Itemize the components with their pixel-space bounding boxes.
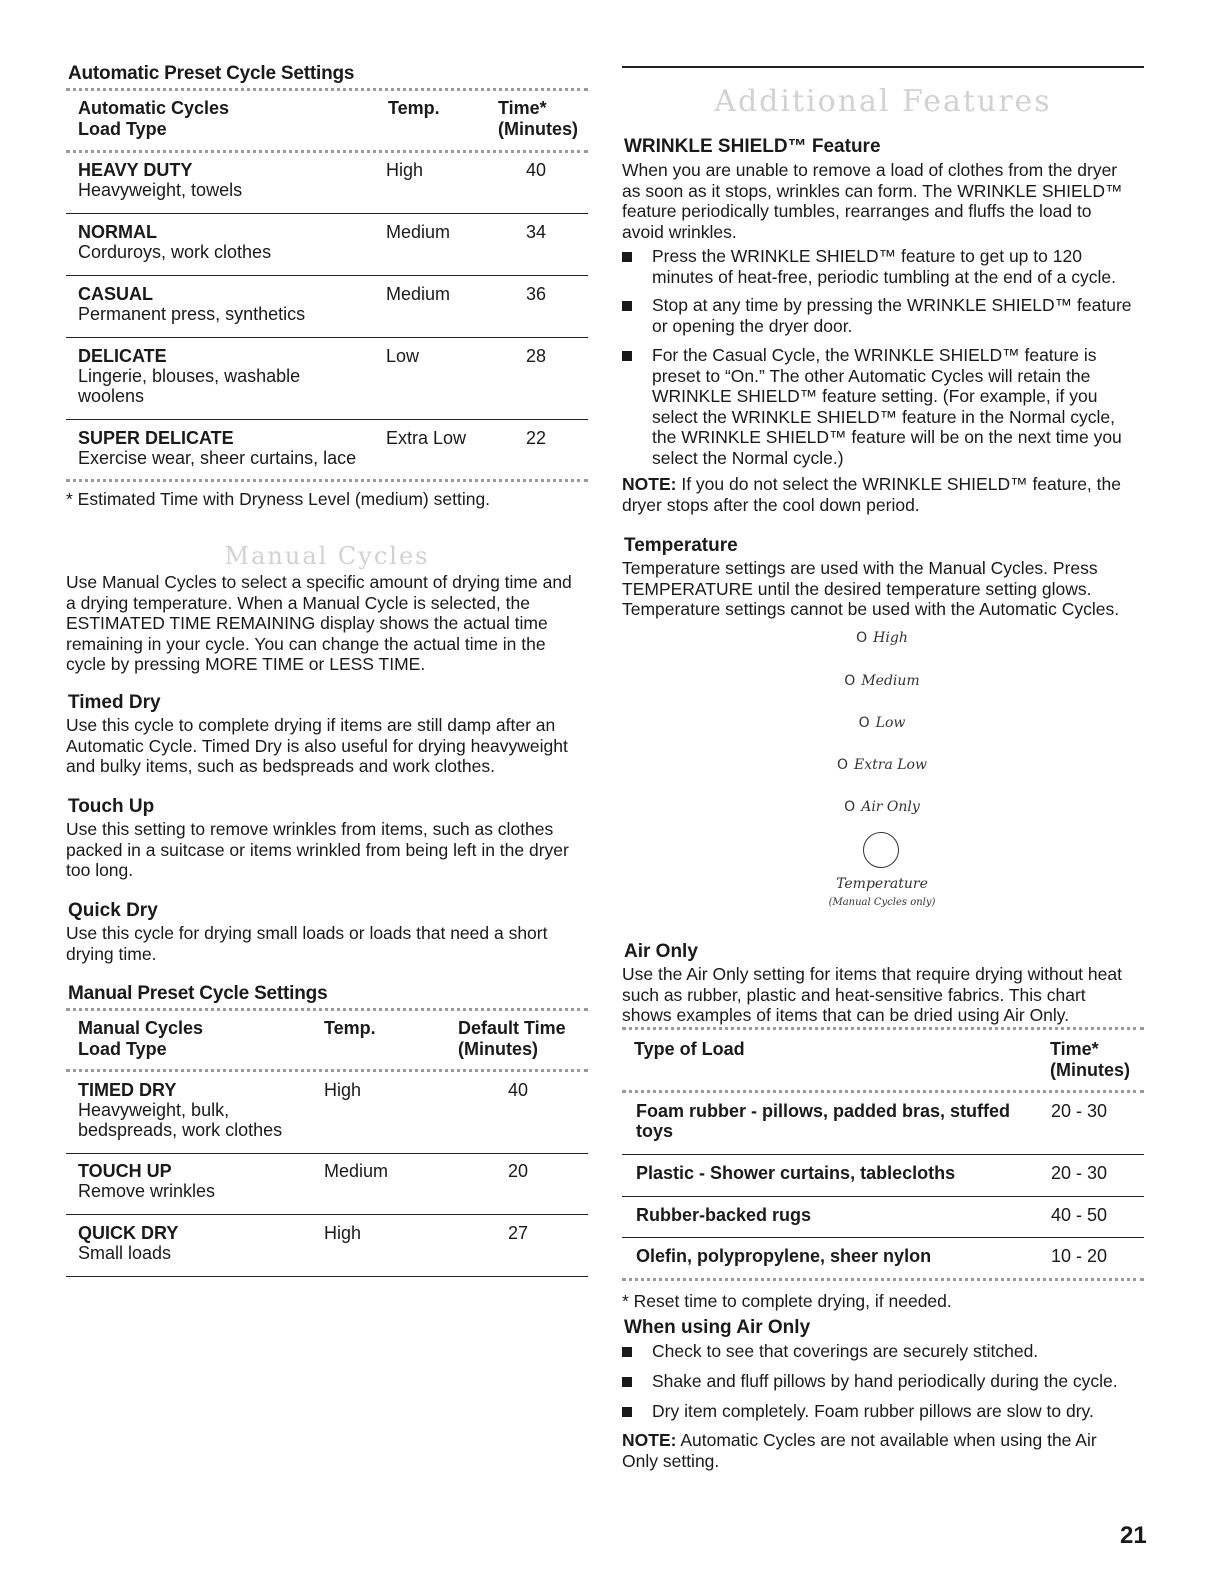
cycle-desc: Small loads [78,1243,172,1263]
cycle-name: TOUCH UP [78,1161,172,1181]
text-line: or opening the dryer door. [652,315,853,336]
cycle-temp: Low [386,346,420,366]
text-line: ESTIMATED TIME REMAINING display shows the actual time [66,613,548,633]
cycle-desc: Permanent press, synthetics [78,304,306,324]
col-header-cycle: Manual Cycles [78,1018,204,1038]
table-row [636,1246,1144,1266]
text-line: WRINKLE SHIELD™ feature setting. (For example, if you [652,386,1098,406]
text-line: dryer stops after the cool down period. [622,494,920,515]
text-line: preset to “On.” The other Automatic Cycles will retain the [652,365,1091,386]
indicator-light-icon: O [858,715,870,731]
load-time: 20 - 30 [1051,1101,1108,1121]
indicator-light-icon: O [844,799,856,815]
divider [66,1276,588,1277]
table-row [78,160,588,200]
text-line: remaining in your cycle. You can change the actual time in the [66,633,546,654]
cycle-time: 36 [526,284,547,304]
cycle-time: 22 [526,428,547,448]
table-row [78,1161,588,1201]
divider [622,1154,1144,1155]
divider [66,1153,588,1154]
list-item [622,1401,1144,1422]
text-line: Dry item completely. Foam rubber pillows are slow to dry. [652,1401,1094,1421]
temp-option-label: Air Only [861,799,920,815]
bullet-icon [622,1377,632,1387]
table-row [636,1205,1144,1225]
cycle-time: 27 [508,1223,529,1243]
bullet-icon [622,1407,632,1417]
cycle-desc: woolens [78,386,145,406]
load-type: toys [636,1121,674,1141]
timed-dry-title: Timed Dry [68,692,161,713]
bullet-icon [622,252,632,262]
divider [66,419,588,420]
cycle-name: NORMAL [78,222,157,242]
load-time: 40 - 50 [1051,1205,1108,1225]
cycle-temp: High [386,160,424,180]
text-line: Automatic Cycle. Timed Dry is also useful for drying heavyweight [66,735,568,756]
text-line: as soon as it stops, wrinkles can form. The WRINKLE SHIELD™ [622,180,1123,201]
list-item [622,1341,1144,1362]
text-line: the WRINKLE SHIELD™ feature will be on the next time you [652,427,1122,447]
temp-option-label: Low [875,715,906,731]
text-line: shows examples of items that can be dried using Air Only. [622,1005,1070,1025]
text-line: and bulky items, such as bedspreads and work clothes. [66,756,495,776]
divider [66,1069,588,1072]
temp-option-low [822,715,942,731]
divider [622,66,1144,68]
cycle-name: CASUAL [78,284,153,304]
manual-table-header [78,1018,588,1060]
text-line: Temperature settings cannot be used with the Automatic Cycles. [622,599,1120,619]
timed-dry-text [66,715,588,777]
load-time: 20 - 30 [1051,1163,1108,1183]
text-line: drying time. [66,943,157,964]
table-row [78,222,588,262]
when-using-title: When using Air Only [624,1317,811,1338]
divider [622,1027,1144,1030]
air-only-footnote: * Reset time to complete drying, if needed. [622,1291,952,1311]
touch-up-text [66,819,588,881]
text-line: If you do not select the WRINKLE SHIELD™ feature, the [681,474,1121,494]
knob-sublabel: (Manual Cycles only) [828,897,936,908]
temp-option-label: High [873,630,908,646]
indicator-light-icon: O [837,757,849,773]
cycle-name: SUPER DELICATE [78,428,234,448]
text-line: packed in a suitcase or items wrinkled from being left in the dryer [66,839,569,860]
temperature-text [622,558,1144,620]
bullet-icon [622,301,632,311]
divider [66,275,588,276]
divider [622,1196,1144,1197]
col-header-temp: Temp. [324,1018,376,1038]
load-type: Olefin, polypropylene, sheer nylon [636,1246,932,1266]
col-header-time: Time* [498,98,547,118]
text-line: select the WRINKLE SHIELD™ feature in the Normal cycle, [652,406,1115,427]
table-row [78,1080,588,1140]
text-line: such as rubber, plastic and heat-sensitive fabrics. This chart [622,984,1086,1005]
divider [66,213,588,214]
text-line: Only setting. [622,1450,720,1471]
manual-intro [66,572,588,675]
table-row [636,1163,1144,1183]
cycle-desc: Lingerie, blouses, washable [78,366,301,386]
divider [66,88,588,91]
wrinkle-shield-title: WRINKLE SHIELD™ Feature [624,136,881,157]
cycle-temp: High [324,1080,362,1100]
air-only-title: Air Only [624,941,698,962]
temperature-title: Temperature [624,535,738,556]
col-header-time: Time* [1050,1039,1099,1059]
text-line: feature periodically tumbles, rearranges and fluffs the load to [622,201,1092,221]
divider [66,1214,588,1215]
text-line: Temperature settings are used with the Manual Cycles. Press [622,558,1098,578]
col-header-load: Load Type [78,119,167,139]
load-time: 10 - 20 [1051,1246,1108,1266]
cycle-temp: Medium [324,1161,389,1181]
page-number: 21 [1120,1522,1147,1549]
air-only-table-header [634,1039,1144,1081]
cycle-desc: Exercise wear, sheer curtains, lace [78,448,357,468]
text-line: Use this setting to remove wrinkles from items, such as clothes [66,819,554,839]
temp-option-label: Extra Low [854,757,927,773]
bullet-icon [622,1347,632,1357]
divider [66,150,588,153]
text-line: too long. [66,860,134,880]
auto-table-title: Automatic Preset Cycle Settings [68,63,355,84]
text-line: select the Normal cycle.) [652,447,844,468]
temp-option-high [822,630,942,646]
col-header-time-unit: (Minutes) [1050,1060,1130,1080]
manual-cycles-heading: Manual Cycles [224,542,430,570]
text-line: a drying temperature. When a Manual Cycle is selected, the [66,592,530,613]
col-header-load: Load Type [78,1039,167,1059]
text-line: For the Casual Cycle, the WRINKLE SHIELD™ feature is [652,345,1097,365]
cycle-desc: Heavyweight, towels [78,180,243,200]
auto-table-footnote: * Estimated Time with Dryness Level (medium) setting. [66,489,491,509]
text-line: Automatic Cycles are not available when using the Air [680,1430,1097,1450]
col-header-temp: Temp. [388,98,440,118]
temp-option-air-only [822,799,942,815]
divider [66,479,588,482]
list-item [622,345,1144,468]
cycle-time: 20 [508,1161,529,1181]
cycle-time: 40 [526,160,547,180]
text-line: cycle by pressing MORE TIME or LESS TIME. [66,654,426,674]
text-line: TEMPERATURE until the desired temperature setting glows. [622,578,1092,599]
indicator-light-icon: O [856,630,868,646]
temp-option-medium [822,673,942,689]
text-line: Use this cycle for drying small loads or loads that need a short [66,923,548,943]
manual-table-title: Manual Preset Cycle Settings [68,983,328,1004]
text-line: Press the WRINKLE SHIELD™ feature to get up to 120 [652,246,1082,266]
air-only-text [622,964,1144,1026]
temperature-knob-icon [851,832,911,868]
cycle-desc: Heavyweight, bulk, [78,1100,230,1120]
cycle-temp: High [324,1223,362,1243]
text-line: Use Manual Cycles to select a specific amount of drying time and [66,572,572,592]
text-line: minutes of heat-free, periodic tumbling at the end of a cycle. [652,266,1117,287]
divider [66,1008,588,1011]
table-row [78,1223,588,1263]
text-line: Shake and fluff pillows by hand periodically during the cycle. [652,1371,1118,1391]
table-row [78,428,588,468]
text-line: Check to see that coverings are securely stitched. [652,1341,1039,1361]
text-line: Use this cycle to complete drying if items are still damp after an [66,715,556,735]
note-label: NOTE: [622,474,677,494]
cycle-temp: Extra Low [386,428,467,448]
text-line: When you are unable to remove a load of clothes from the dryer [622,160,1118,180]
cycle-temp: Medium [386,222,451,242]
cycle-desc: Remove wrinkles [78,1181,216,1201]
cycle-time: 34 [526,222,547,242]
knob-label: Temperature [836,876,928,892]
col-header-load: Type of Load [634,1039,745,1059]
divider [66,337,588,338]
cycle-time: 40 [508,1080,529,1100]
quick-dry-title: Quick Dry [68,900,158,921]
cycle-desc: bedspreads, work clothes [78,1120,283,1140]
wrinkle-shield-text [622,160,1144,242]
load-type: Plastic - Shower curtains, tablecloths [636,1163,956,1183]
text-line: avoid wrinkles. [622,221,737,242]
quick-dry-text [66,923,588,964]
cycle-desc: Corduroys, work clothes [78,242,272,262]
table-row [78,346,588,406]
cycle-name: QUICK DRY [78,1223,179,1243]
col-header-time-unit: (Minutes) [458,1039,538,1059]
table-row [636,1101,1144,1141]
touch-up-title: Touch Up [68,796,155,817]
note-label: NOTE: [622,1430,677,1450]
list-item [622,295,1144,336]
temp-option-label: Medium [861,673,920,689]
load-type: Foam rubber - pillows, padded bras, stuffed [636,1101,1011,1121]
col-header-time: Default Time [458,1018,566,1038]
cycle-name: TIMED DRY [78,1080,177,1100]
col-header-time-unit: (Minutes) [498,119,578,139]
auto-table-header [78,98,588,140]
table-row [78,284,588,324]
divider [622,1278,1144,1281]
text-line: Stop at any time by pressing the WRINKLE SHIELD™ feature [652,295,1132,315]
cycle-name: HEAVY DUTY [78,160,193,180]
divider [622,1090,1144,1093]
col-header-cycle: Automatic Cycles [78,98,230,118]
cycle-temp: Medium [386,284,451,304]
list-item [622,246,1144,287]
indicator-light-icon: O [844,673,856,689]
cycle-name: DELICATE [78,346,167,366]
bullet-icon [622,351,632,361]
load-type: Rubber-backed rugs [636,1205,812,1225]
cycle-time: 28 [526,346,547,366]
divider [622,1237,1144,1238]
list-item [622,1371,1144,1392]
wrinkle-note [622,474,1144,515]
air-only-note [622,1430,1144,1471]
additional-features-heading: Additional Features [714,84,1052,119]
temp-option-extra-low [822,757,942,773]
text-line: Use the Air Only setting for items that require drying without heat [622,964,1122,984]
